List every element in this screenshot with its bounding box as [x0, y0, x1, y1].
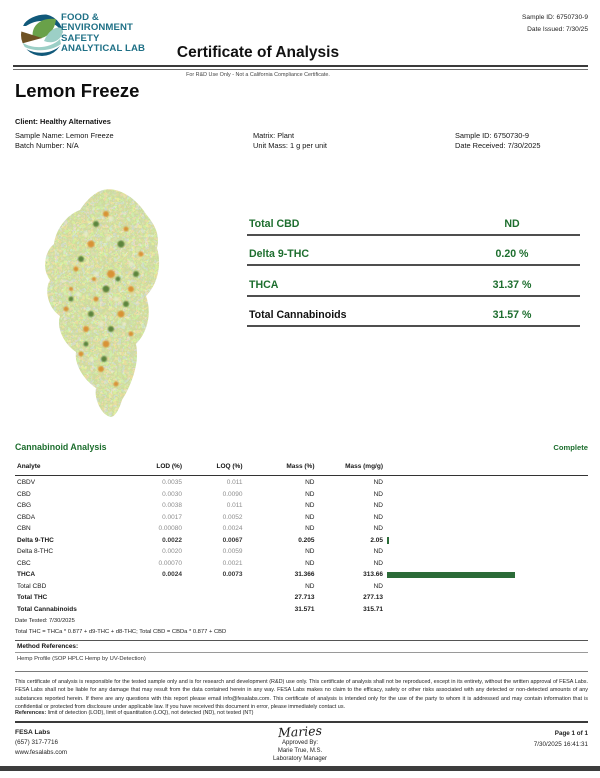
cell-lod: 0.0035: [162, 479, 182, 486]
analysis-table-row: [15, 477, 588, 489]
cell-mass-mg: ND: [373, 479, 383, 486]
cell-analyte: THCA: [17, 571, 36, 579]
footer-page-info: [534, 728, 588, 750]
footer-approval: [230, 724, 370, 763]
sample-name: Sample Name: Lemon Freeze: [15, 131, 114, 140]
cell-mass-pct: 31.366: [294, 571, 315, 579]
document-title: Certificate of Analysis: [176, 44, 340, 61]
analysis-table-row: [15, 523, 588, 535]
cell-mass-pct: ND: [305, 490, 315, 498]
cell-loq: 0.0024: [222, 525, 243, 533]
footer-phone: (657) 317-7716: [15, 739, 59, 746]
cell-mass-pct: ND: [305, 582, 315, 590]
analysis-table-row: [15, 604, 588, 616]
references-line: [15, 710, 588, 716]
cell-lod: 0.00080: [158, 525, 182, 533]
cell-loq: 0.0021: [222, 559, 243, 567]
cell-analyte: CBD: [17, 490, 31, 498]
cell-lod: 0.0017: [162, 513, 182, 521]
summary-analyte-value: ND: [504, 218, 520, 231]
analysis-table-row: [15, 558, 588, 570]
section-title-cannabinoid-analysis: Cannabinoid Analysis: [15, 442, 107, 452]
summary-analyte-value: 31.37 %: [492, 278, 532, 291]
lab-name-line: SAFETY: [61, 32, 100, 44]
footer-rule: [15, 721, 588, 723]
column-header-loq: LOQ (%): [216, 463, 243, 470]
page-bottom-edge: [0, 766, 600, 772]
cell-mass-mg: 277.13: [363, 594, 383, 602]
mass-bar: [387, 537, 389, 544]
disclaimer-text: This certificate of analysis is responsible for the tested sample only and is for research and development (R&D) use only. This certificate of analysis shall not be reproduced, except in its entirety, without the written approval of FESA Labs. FESA Labs shall not be liable for any damage that may result from the data contained herein in any way. FESA Labs makes no claim to the efficacy, safety or other risks associated with any detected or non-detected amounts of any substances reported herein. If there are any questions with this report please email info@fesalabs.com. This certificate of analysis is intended only for the use of the party to whom it is addressed and may contain information that is confidential or protected from disclosure under applicable law. If you have received this document in error, please immediately contact us.: [15, 679, 588, 711]
date-tested: Date Tested: 7/30/2025: [15, 618, 75, 624]
summary-row: [247, 266, 580, 296]
analysis-table-row: [15, 581, 588, 593]
sample-id: Sample ID: 6750730-9: [455, 131, 529, 140]
cell-analyte: CBDA: [17, 513, 36, 521]
method-references-label: Method References:: [17, 642, 79, 650]
analysis-table-header: [15, 463, 588, 475]
cell-mass-mg: ND: [373, 548, 383, 556]
column-header-lod: LOD (%): [156, 463, 182, 470]
references-text: limit of detection (LOD), limit of quantitation (LOQ), not detected (ND), not tested (NT): [46, 710, 254, 716]
analysis-table-row: [15, 569, 588, 581]
column-header-analyte: Analyte: [17, 463, 41, 470]
batch-number: Batch Number: N/A: [15, 141, 79, 150]
cell-lod: 0.0030: [162, 490, 182, 498]
cell-mass-pct: 31.571: [294, 606, 315, 614]
section-status-badge: Complete: [553, 443, 588, 452]
cell-loq: 0.0067: [222, 536, 243, 544]
print-timestamp: 7/30/2025 16:41:31: [533, 741, 588, 748]
cell-loq: 0.011: [226, 502, 243, 510]
cell-mass-mg: ND: [373, 582, 383, 590]
cell-analyte: Delta 9-THC: [17, 536, 54, 544]
client-name: Client: Healthy Alternatives: [15, 117, 111, 126]
summary-analyte-label: THCA: [249, 278, 279, 291]
analysis-table: [15, 463, 588, 614]
cell-analyte: CBC: [17, 559, 31, 567]
header-underline: [15, 475, 588, 476]
cell-mass-pct: ND: [305, 513, 315, 521]
cell-lod: 0.0022: [162, 536, 182, 544]
cell-loq: 0.0073: [222, 571, 243, 579]
cell-lod: 0.0038: [162, 502, 182, 510]
references-label: References:: [15, 710, 47, 716]
summary-analyte-value: 31.57 %: [492, 308, 532, 321]
method-references-band: [15, 640, 588, 641]
summary-analyte-value: 0.20 %: [495, 248, 529, 261]
cell-mass-mg: ND: [373, 502, 383, 510]
analysis-table-row: [15, 535, 588, 547]
analysis-table-row: [15, 500, 588, 512]
approver-signature: Maries: [277, 722, 323, 741]
approved-by-label: Approved By:: [281, 740, 319, 746]
product-name: Lemon Freeze: [15, 80, 140, 101]
lab-name-line: ANALYTICAL LAB: [61, 43, 146, 55]
cell-lod: 0.00070: [158, 559, 182, 567]
approver-name: Marie True, M.S.: [277, 748, 323, 754]
cell-loq: 0.0052: [222, 513, 243, 521]
summary-analyte-label: Total Cannabinoids: [249, 308, 347, 321]
cell-mass-mg: 315.71: [363, 606, 383, 614]
header-date-issued: Date Issued: 7/30/25: [527, 26, 588, 33]
cell-analyte: CBG: [17, 502, 32, 510]
analysis-table-body: [15, 477, 588, 616]
cell-analyte: Delta 8-THC: [17, 548, 54, 556]
matrix: Matrix: Plant: [253, 131, 295, 140]
total-thc-formula: Total THC = THCa * 0.877 + d9-THC + d8-THC; Total CBD = CBDa * 0.877 + CBD: [15, 628, 227, 635]
cell-mass-mg: 313.66: [363, 571, 383, 579]
cell-mass-pct: ND: [305, 559, 315, 567]
cell-mass-pct: ND: [305, 502, 315, 510]
footer-lab-contact: [15, 728, 67, 758]
page-number: Page 1 of 1: [554, 730, 588, 737]
cell-mass-pct: 27.713: [294, 594, 315, 602]
cell-mass-pct: ND: [305, 548, 315, 556]
cell-analyte: Total Cannabinoids: [17, 606, 77, 614]
footer-lab-name: FESA Labs: [15, 729, 51, 736]
cell-analyte: Total THC: [17, 594, 48, 602]
cell-mass-mg: ND: [373, 559, 383, 567]
analysis-table-row: [15, 512, 588, 524]
unit-mass: Unit Mass: 1 g per unit: [253, 141, 327, 150]
cell-loq: 0.0090: [222, 490, 243, 498]
cell-mass-mg: ND: [373, 513, 383, 521]
cell-analyte: CBN: [17, 525, 31, 533]
analysis-table-row: [15, 592, 588, 604]
summary-analyte-label: Total CBD: [249, 218, 300, 231]
footer-website: www.fesalabs.com: [15, 749, 68, 756]
mass-bar: [387, 572, 515, 579]
cell-lod: 0.0024: [162, 571, 182, 579]
method-reference: Hemp Profile (SOP HPLC Hemp by UV-Detection): [17, 655, 146, 662]
column-header-mass-mg: Mass (mg/g): [345, 463, 383, 470]
summary-table: [247, 206, 580, 327]
cell-analyte: Total CBD: [17, 582, 47, 590]
summary-analyte-label: Delta 9-THC: [249, 248, 310, 261]
date-received: Date Received: 7/30/2025: [455, 141, 541, 150]
cell-loq: 0.0059: [222, 548, 243, 556]
cell-analyte: CBDV: [17, 479, 36, 486]
summary-row: [247, 297, 580, 327]
section-divider: [15, 671, 588, 672]
header-sample-info: [522, 12, 588, 36]
header-sample-id: Sample ID: 6750730-9: [522, 14, 588, 21]
summary-row: [247, 236, 580, 266]
cell-loq: 0.011: [226, 479, 243, 486]
cell-mass-pct: ND: [305, 479, 315, 486]
header-rule-thin: [13, 69, 588, 70]
lab-name-line: ENVIRONMENT: [61, 22, 133, 34]
method-references-rule: [15, 652, 588, 653]
analysis-table-row: [15, 546, 588, 558]
cell-mass-mg: ND: [373, 490, 383, 498]
cell-mass-mg: ND: [373, 525, 383, 533]
analysis-table-row: [15, 489, 588, 501]
lab-name-line: FOOD &: [61, 12, 99, 23]
header-rule: [13, 65, 588, 67]
compliance-note: For R&D Use Only - Not a California Compliance Certificate.: [186, 71, 330, 78]
cell-mass-pct: ND: [305, 525, 315, 533]
cell-mass-pct: 0.205: [298, 536, 315, 544]
column-header-mass-pct: Mass (%): [286, 463, 315, 470]
product-photo: [36, 184, 168, 426]
cell-mass-mg: 2.05: [370, 536, 383, 544]
cell-lod: 0.0020: [162, 548, 182, 556]
summary-row: [247, 206, 580, 236]
approver-title: Laboratory Manager: [272, 756, 328, 762]
